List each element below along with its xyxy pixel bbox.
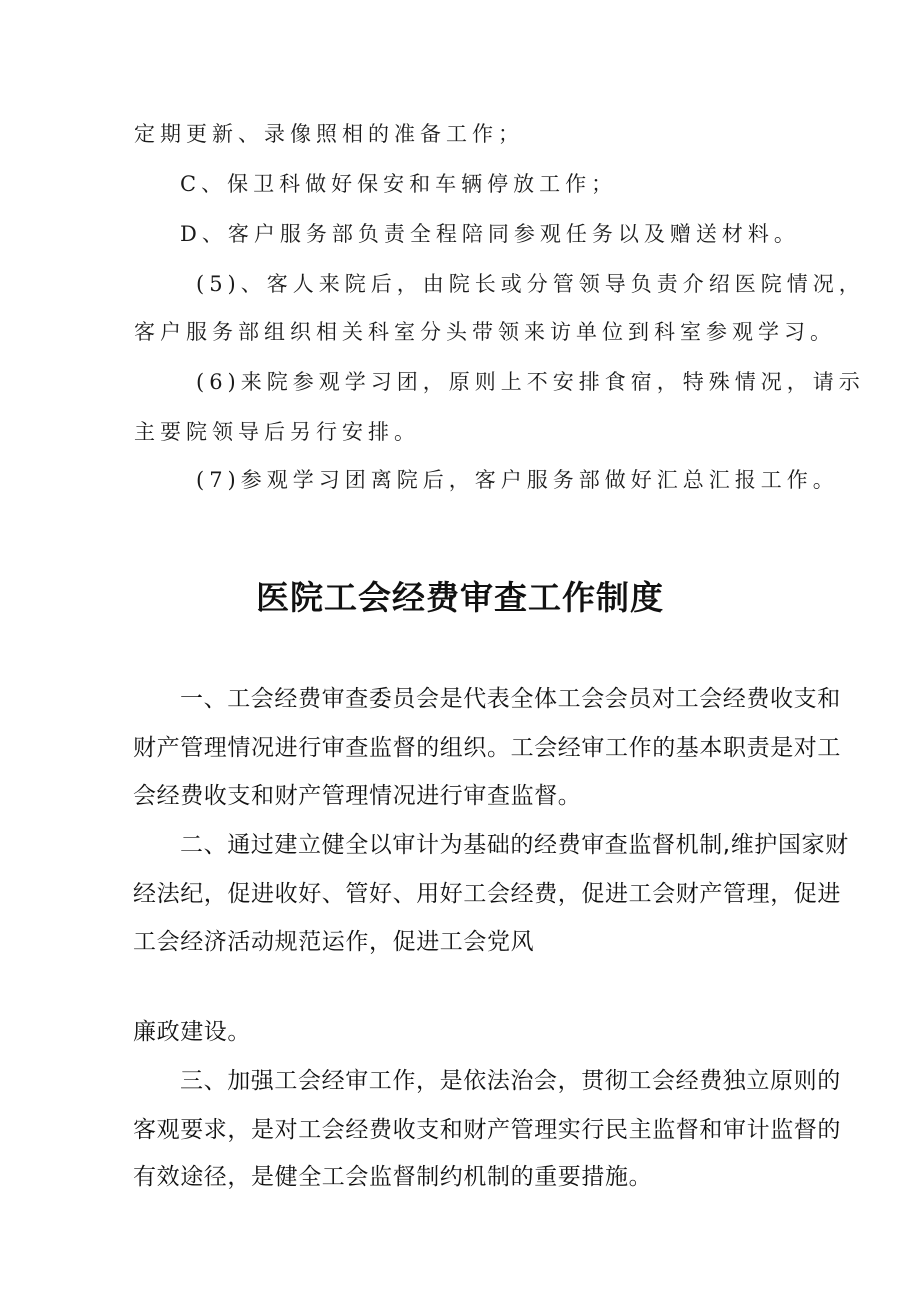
text-line: 财产管理情况进行审查监督的组织。工会经审工作的基本职责是对工 [133,735,841,761]
text-line: 三、加强工会经审工作，是依法治会，贯彻工会经费独立原则的 [180,1068,841,1094]
text-line: 主要院领导后另行安排。 [134,420,420,444]
text-line: 会经费收支和财产管理情况进行审查监督。 [133,783,582,809]
page-title: 医院工会经费审查工作制度 [256,578,664,617]
text-line: 客观要求，是对工会经费收支和财产管理实行民主监督和审计监督的 [133,1117,841,1143]
text-line: 一、工会经费审查委员会是代表全体工会会员对工会经费收支和 [180,686,841,712]
text-line: 定期更新、录像照相的准备工作； [134,122,524,146]
text-line: 有效途径，是健全工会监督制约机制的重要措施。 [133,1164,653,1190]
text-line: C、保卫科做好保安和车辆停放工作； [180,172,618,196]
text-line: (5)、客人来院后，由院长或分管领导负责介绍医院情况， [196,272,865,296]
text-line: D、客户服务部负责全程陪同参观任务以及赠送材料。 [180,222,800,246]
text-line: 客户服务部组织相关科室分头带领来访单位到科室参观学习。 [134,320,836,344]
text-line: 二、通过建立健全以审计为基础的经费审查监督机制,维护国家财 [180,832,849,858]
text-line: (7)参观学习团离院后，客户服务部做好汇总汇报工作。 [196,468,839,492]
text-line: 工会经济活动规范运作，促进工会党风 [133,929,535,955]
text-line: 廉政建设。 [133,1019,251,1045]
text-line: (6)来院参观学习团，原则上不安排食宿，特殊情况，请示 [196,370,865,394]
text-line: 经法纪，促进收好、管好、用好工会经费，促进工会财产管理，促进 [133,881,841,907]
